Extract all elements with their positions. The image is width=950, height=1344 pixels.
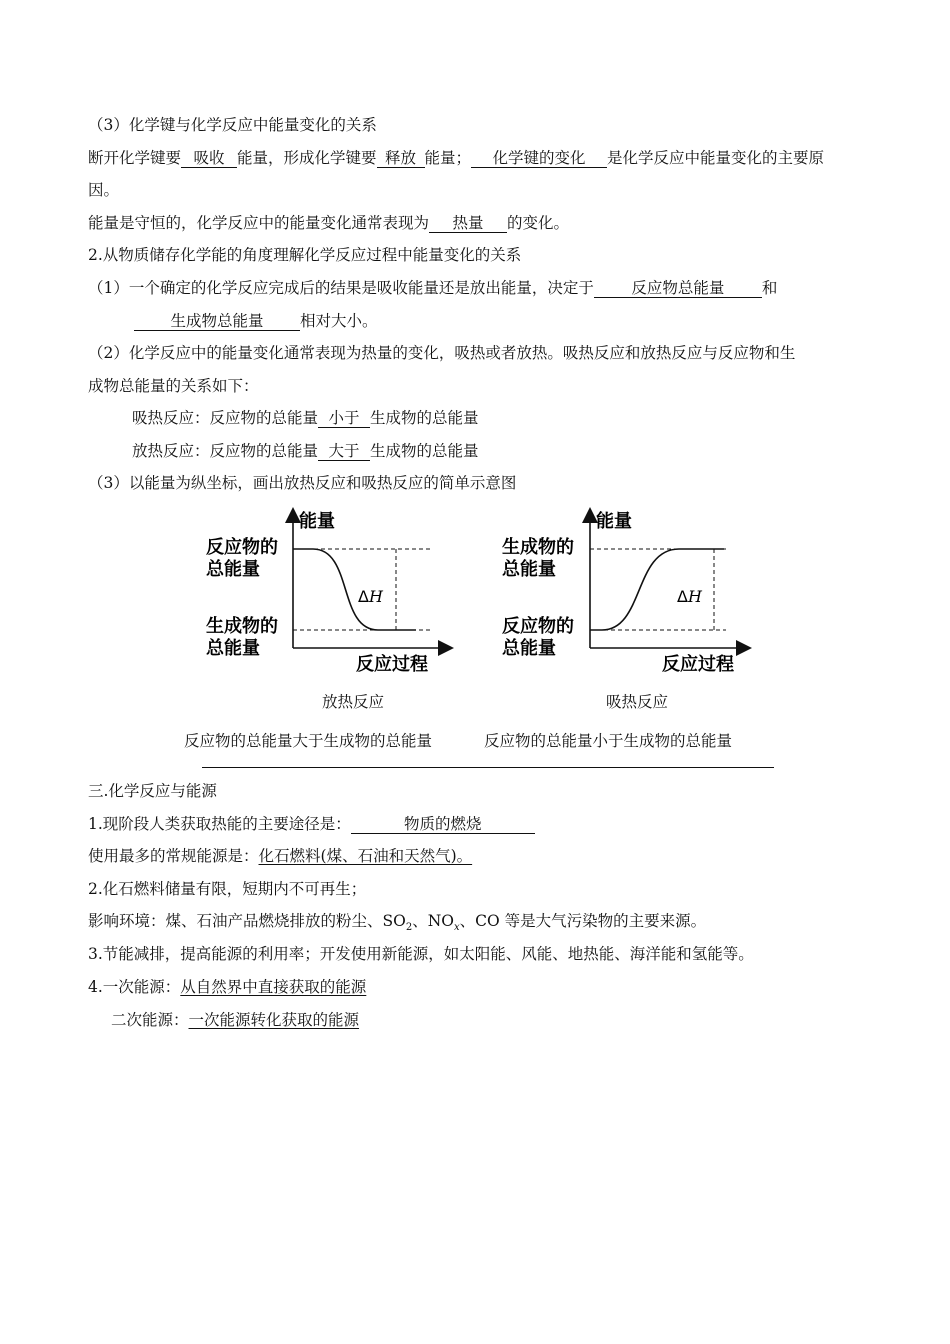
- bottom-level-label: 总能量: [502, 638, 556, 659]
- x-axis-label: 反应过程: [356, 654, 428, 675]
- text: 吸热反应：反应物的总能量: [132, 409, 319, 427]
- text: 生成物的总能量: [370, 442, 479, 460]
- item-3: 3.节能减排，提高能源的利用率；开发使用新能源，如太阳能、风能、地热能、海洋能和氢能等。: [88, 945, 754, 963]
- subscript: x: [453, 922, 460, 934]
- exothermic-summary: 反应物的总能量大于生成物的总能量: [184, 732, 433, 750]
- text: 放热反应：反应物的总能量: [132, 442, 319, 460]
- section-heading-chemical-energy: 2.从物质储存化学能的角度理解化学反应过程中能量变化的关系: [88, 246, 522, 264]
- text: 断开化学键要: [88, 149, 182, 167]
- top-level-label: 反应物的: [206, 537, 278, 558]
- delta-variable: H: [368, 587, 383, 606]
- text: 能量是守恒的，化学反应中的能量变化通常表现为: [88, 214, 430, 232]
- answer-blank-product-energy: 生成物总能量: [134, 312, 300, 331]
- section-heading-energy-sources: 三.化学反应与能源: [88, 782, 217, 800]
- paragraph-continued: 因。: [88, 181, 120, 199]
- text: 能量；: [424, 149, 472, 167]
- text: 4.一次能源：: [88, 978, 181, 996]
- endothermic-relation: [132, 408, 479, 428]
- answer-blank-bond-change: 化学键的变化: [471, 149, 607, 168]
- paragraph-bond-energy: [88, 148, 824, 168]
- text: 使用最多的常规能源是：: [88, 847, 259, 865]
- text: 、NO: [412, 912, 454, 930]
- answer-blank-reactant-energy: 反应物总能量: [594, 279, 762, 298]
- text: 1.现阶段人类获取热能的主要途径是：: [88, 815, 351, 833]
- text: 二次能源：: [111, 1011, 189, 1029]
- question-1-line-2: [134, 311, 378, 331]
- paragraph-conservation: [88, 213, 569, 233]
- answer-blank-greater-than: 大于: [318, 442, 370, 461]
- item-2: 2.化石燃料储量有限，短期内不可再生；: [88, 880, 367, 898]
- answer-primary-energy: 从自然界中直接获取的能源: [180, 978, 367, 996]
- question-2-line-2: 成物总能量的关系如下：: [88, 377, 259, 395]
- exothermic-caption: 放热反应: [322, 693, 385, 711]
- item-1-conventional: [88, 846, 472, 866]
- y-axis-label: 能量: [299, 511, 335, 532]
- endothermic-caption: 吸热反应: [606, 693, 669, 711]
- question-2-line-1: （2）化学反应中的能量变化通常表现为热量的变化，吸热或者放热。吸热反应和放热反应与反应物和生: [88, 344, 796, 362]
- answer-blank-absorb: 吸收: [181, 149, 237, 168]
- exothermic-relation: [132, 441, 479, 461]
- text: 相对大小。: [300, 312, 378, 330]
- subscript: 2: [405, 922, 413, 934]
- text: 影响环境：煤、石油产品燃烧排放的粉尘、SO: [88, 912, 406, 930]
- delta-h-label: [677, 587, 703, 606]
- top-level-label: 总能量: [206, 559, 260, 580]
- x-axis-label: 反应过程: [662, 654, 734, 675]
- text: 的变化。: [507, 214, 570, 232]
- endothermic-diagram: [494, 505, 754, 680]
- top-level-label: 生成物的: [502, 537, 574, 558]
- answer-blank-less-than: 小于: [318, 409, 370, 428]
- top-level-label: 总能量: [502, 559, 556, 580]
- section-heading-bond-energy: （3）化学键与化学反应中能量变化的关系: [88, 116, 377, 134]
- text: 是化学反应中能量变化的主要原: [607, 149, 825, 167]
- delta-variable: H: [687, 587, 702, 606]
- item-4-secondary: [111, 1010, 359, 1030]
- divider: [202, 767, 774, 768]
- delta-h-label: [358, 587, 384, 606]
- answer-fossil-fuels: 化石燃料(煤、石油和天然气)。: [258, 847, 473, 865]
- bottom-level-label: 反应物的: [502, 616, 574, 637]
- y-axis-label: 能量: [596, 511, 632, 532]
- environment-impact: [88, 911, 706, 938]
- bottom-level-label: 生成物的: [206, 616, 278, 637]
- exothermic-diagram: [198, 505, 458, 680]
- answer-secondary-energy: 一次能源转化获取的能源: [188, 1011, 360, 1029]
- question-3: （3）以能量为纵坐标，画出放热反应和吸热反应的简单示意图: [88, 474, 517, 492]
- text: 生成物的总能量: [370, 409, 479, 427]
- endothermic-summary: 反应物的总能量小于生成物的总能量: [484, 732, 733, 750]
- delta-symbol: Δ: [358, 587, 369, 606]
- text: （1）一个确定的化学反应完成后的结果是吸收能量还是放出能量，决定于: [88, 279, 594, 297]
- text: 能量，形成化学键要: [237, 149, 377, 167]
- delta-symbol: Δ: [677, 587, 688, 606]
- answer-blank-release: 释放: [377, 149, 425, 168]
- bottom-level-label: 总能量: [206, 638, 260, 659]
- item-1: [88, 814, 535, 834]
- item-4-primary: [88, 977, 366, 997]
- question-1-line-1: [88, 278, 777, 298]
- text: 、CO 等是大气污染物的主要来源。: [459, 912, 707, 930]
- text: 和: [761, 279, 778, 297]
- answer-blank-combustion: 物质的燃烧: [351, 815, 535, 834]
- answer-blank-heat: 热量: [429, 214, 507, 233]
- energy-curve: [293, 549, 416, 630]
- energy-curve: [590, 549, 724, 630]
